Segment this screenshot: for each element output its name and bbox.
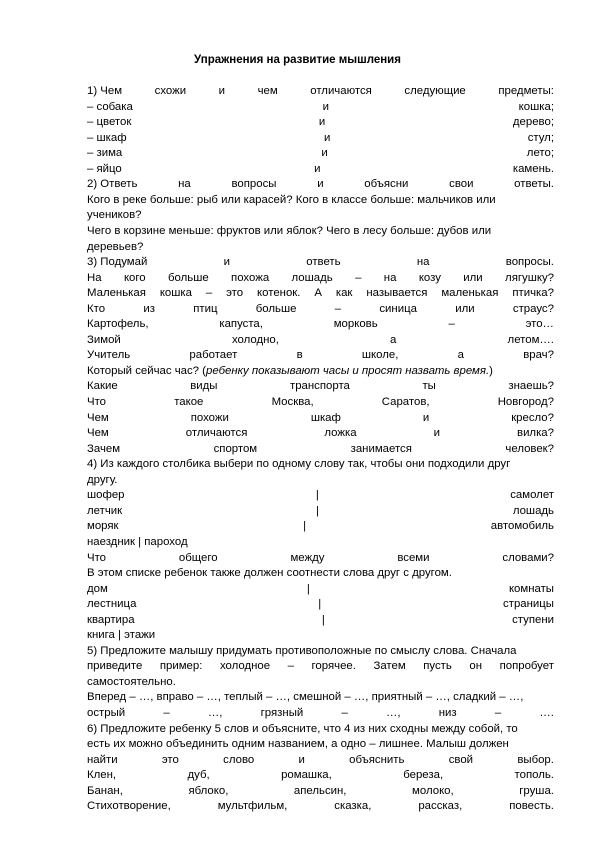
text-word: лягушку? — [505, 271, 554, 284]
text-word: Затем — [373, 660, 406, 673]
text-word: приведите — [87, 660, 143, 673]
text-word: | — [315, 489, 319, 502]
text-word: | — [318, 598, 322, 611]
text-word: шкаф — [310, 411, 341, 424]
text-word: Который сейчас час? ( — [87, 364, 206, 377]
text-line — [87, 722, 554, 736]
text-word: капуста, — [219, 318, 263, 331]
text-line — [87, 115, 554, 129]
text-line — [87, 457, 554, 471]
text-word: ребенку показывают часы и просят назвать время. — [205, 364, 490, 377]
text-word: наездник | пароход — [87, 535, 188, 548]
text-word: 4) Из каждого столбика выбери по одному слову так, чтобы они подходили друг — [87, 458, 511, 471]
text-word: – — [287, 660, 294, 673]
text-word: страус? — [512, 302, 554, 315]
text-word: Маленькая — [87, 287, 146, 300]
text-word: пример: — [159, 660, 203, 673]
text-line — [87, 488, 554, 502]
text-word: – — [355, 271, 362, 284]
text-word: Зимой — [87, 333, 121, 346]
text-word: маленькая — [441, 287, 499, 300]
text-line — [87, 582, 554, 596]
text-line — [87, 442, 554, 456]
text-word: 3) Подумай — [87, 256, 148, 269]
text-word: моряк — [87, 520, 119, 533]
text-word: – — [341, 707, 348, 719]
text-word: объяснить — [349, 753, 405, 766]
text-word: груша. — [519, 784, 554, 797]
text-word: Что — [87, 396, 107, 408]
text-word: врач? — [523, 349, 554, 362]
text-word: 2) Ответь — [87, 178, 138, 191]
text-word: лето; — [526, 147, 554, 160]
text-word: следующие — [404, 85, 466, 97]
text-word: – — [334, 302, 342, 315]
text-word: самолет — [510, 489, 554, 502]
text-word: острый — [87, 707, 126, 719]
text-line — [87, 768, 554, 782]
text-word: больше — [168, 271, 209, 284]
text-line — [87, 473, 554, 487]
text-word: отличаются — [185, 427, 248, 440]
text-word: вопросы. — [505, 256, 554, 269]
text-word: ромашка, — [281, 769, 332, 782]
text-word: ложка — [324, 427, 357, 440]
text-word: страницы — [503, 598, 554, 611]
text-word: спортом — [213, 442, 258, 455]
text-line — [87, 644, 554, 658]
text-word: пусть — [423, 660, 452, 673]
text-line — [87, 271, 554, 285]
text-word: лестница — [87, 598, 137, 611]
text-word: Новгород? — [497, 396, 554, 408]
text-word: работает — [189, 349, 238, 362]
text-word: лошадь — [291, 271, 333, 284]
text-word: кошка; — [518, 100, 554, 113]
text-line — [87, 302, 554, 316]
text-word: Какие — [87, 380, 118, 393]
text-word: 6) Предложите ребенку 5 слов и объясните, что 4 из них сходны между собой, то — [87, 722, 518, 735]
text-word: ) — [489, 364, 493, 377]
text-word: виды — [190, 380, 218, 393]
text-line — [87, 131, 554, 145]
text-word: 5) Предложите малышу придумать противоположные по смыслу слова. Сначала — [87, 644, 517, 657]
text-word: птичка? — [512, 287, 554, 300]
text-line — [87, 84, 554, 98]
text-word: летчик — [87, 504, 123, 517]
text-line — [87, 162, 554, 176]
text-word: дом — [87, 582, 108, 595]
text-word: и — [314, 162, 321, 175]
text-word: схожи — [154, 85, 187, 97]
text-word: книга | этажи — [87, 629, 156, 642]
text-word: свой — [448, 753, 474, 766]
text-word: он — [469, 660, 483, 673]
text-word: это — [226, 287, 244, 300]
text-word: такое — [174, 396, 204, 408]
text-line — [87, 426, 554, 440]
text-line — [87, 224, 554, 238]
text-line — [87, 737, 554, 751]
text-word: козу — [418, 271, 441, 284]
text-word: Зачем — [87, 442, 121, 455]
text-word: – шкаф — [87, 131, 127, 144]
text-word: холодно, — [231, 333, 279, 346]
text-word: кошка — [159, 287, 192, 300]
text-word: стул; — [527, 131, 554, 144]
text-line — [87, 286, 554, 300]
text-line — [87, 784, 554, 798]
text-word: – зима — [87, 147, 123, 160]
text-word: синица — [379, 302, 417, 315]
text-word: тополь. — [514, 769, 554, 782]
text-line — [87, 240, 554, 254]
text-word: на — [383, 271, 397, 284]
text-line — [87, 690, 554, 704]
text-word: Стихотворение, — [87, 800, 171, 813]
text-line — [87, 193, 554, 207]
text-word: это… — [525, 318, 554, 331]
text-word: молоко, — [412, 784, 454, 797]
text-line — [87, 706, 554, 720]
text-word: и — [223, 256, 230, 269]
text-word: деревьев? — [87, 240, 144, 253]
text-word: между — [290, 551, 325, 564]
text-word: и — [433, 427, 440, 440]
text-word: мультфильм, — [217, 800, 288, 813]
text-word: Саратов, — [381, 396, 430, 408]
text-word: горячее. — [311, 660, 356, 673]
text-word: шофер — [87, 489, 125, 502]
text-line — [87, 535, 554, 549]
text-word: или — [455, 302, 475, 315]
text-word: – — [494, 707, 502, 719]
text-word: свои — [449, 178, 474, 191]
text-line — [87, 519, 554, 533]
text-line — [87, 675, 554, 689]
text-word: повесть. — [509, 800, 554, 813]
text-word: | — [321, 613, 325, 626]
text-word: дерево; — [512, 116, 554, 129]
text-line — [87, 146, 554, 160]
text-line — [87, 208, 554, 222]
text-word: рассказ, — [418, 800, 463, 813]
text-word: На — [87, 271, 102, 284]
text-word: чем — [257, 85, 278, 97]
text-word: береза, — [403, 769, 444, 782]
text-word: человек? — [505, 442, 554, 455]
text-word: – — [205, 287, 213, 300]
text-word: называется — [366, 287, 428, 300]
text-word: учеников? — [87, 209, 142, 222]
text-word: ответь — [306, 256, 341, 269]
text-word: сказка, — [334, 800, 372, 813]
text-line — [87, 597, 554, 611]
text-word: котенок. — [257, 287, 301, 300]
text-word: транспорта — [290, 380, 350, 393]
text-line — [87, 348, 554, 362]
text-word: Чем — [87, 411, 109, 424]
text-word: другу. — [87, 473, 118, 486]
text-word: квартира — [87, 613, 135, 626]
text-word: Банан, — [87, 784, 123, 797]
text-word: А — [314, 287, 322, 300]
text-word: вилка? — [517, 427, 554, 440]
text-word: морковь — [333, 318, 378, 331]
text-word: ступени — [512, 613, 554, 626]
text-line — [87, 613, 554, 627]
text-word: – — [448, 318, 455, 331]
text-word: кого — [123, 271, 146, 284]
text-word: яблоко, — [188, 784, 229, 797]
text-word: ответы. — [514, 178, 554, 191]
text-word: из — [143, 302, 155, 315]
text-word: объясни — [364, 178, 409, 191]
text-word: на — [416, 256, 430, 269]
text-word: …, — [207, 707, 223, 719]
text-word: …. — [539, 707, 554, 719]
text-word: Что — [87, 551, 107, 564]
text-word: дуб, — [187, 769, 210, 782]
text-word: летом…. — [507, 333, 554, 346]
text-word: или — [463, 271, 483, 284]
text-word: и — [218, 85, 226, 97]
text-line — [87, 411, 554, 425]
text-word: похожа — [231, 271, 270, 284]
text-word: предметы: — [498, 85, 554, 97]
text-word: Клен, — [87, 769, 117, 782]
text-word: Кто — [87, 302, 106, 315]
text-word: это — [161, 753, 179, 766]
text-word: а — [390, 333, 397, 346]
text-line — [87, 628, 554, 642]
text-word: низ — [438, 707, 457, 719]
text-word: холодное — [219, 660, 271, 673]
text-word: школе, — [361, 349, 399, 362]
text-word: и — [323, 131, 331, 144]
text-word: всеми — [397, 551, 430, 564]
text-word: больше — [255, 302, 297, 315]
text-word: автомобиль — [490, 520, 554, 533]
text-word: как — [335, 287, 353, 300]
text-word: занимается — [350, 442, 412, 455]
text-word: В этом списке ребенок также должен соотнести слова друг с другом. — [87, 567, 452, 580]
text-word: комнаты — [508, 582, 554, 595]
text-word: словами? — [502, 551, 554, 564]
text-word: 1) Чем — [87, 85, 123, 97]
text-word: апельсин, — [293, 784, 347, 797]
text-word: | — [306, 582, 310, 595]
text-line — [87, 177, 554, 191]
text-word: вопросы — [231, 178, 277, 191]
text-line — [87, 504, 554, 518]
text-word: и — [321, 147, 328, 160]
text-word: общего — [178, 551, 218, 564]
text-word: – — [163, 707, 170, 719]
text-word: выбор. — [517, 753, 554, 766]
text-word: и — [317, 178, 324, 191]
text-word: в — [296, 349, 303, 362]
text-line — [87, 100, 554, 114]
text-word: и — [318, 116, 326, 129]
text-word: найти — [87, 753, 118, 766]
text-word: на — [178, 178, 191, 191]
text-word: грязный — [260, 707, 304, 719]
text-word: Учитель — [87, 349, 131, 362]
text-word: попробует — [499, 660, 554, 673]
page-title: Упражнения на развитие мышления — [194, 54, 401, 66]
text-word: – цветок — [87, 116, 132, 129]
text-word: и — [298, 753, 305, 766]
text-word: слово — [223, 753, 255, 766]
text-word: | — [303, 520, 307, 533]
text-word: ты — [422, 380, 436, 393]
text-word: и — [322, 100, 329, 113]
text-word: лошадь — [512, 504, 554, 517]
text-word: – яйцо — [87, 162, 122, 175]
text-word: а — [457, 349, 464, 362]
text-word: отличаются — [310, 85, 372, 97]
text-line — [87, 379, 554, 393]
text-line — [87, 659, 554, 673]
text-word: …, — [386, 707, 401, 719]
text-word: | — [315, 504, 319, 517]
text-word: птиц — [193, 302, 218, 315]
text-word: и — [422, 411, 430, 424]
text-line — [87, 317, 554, 331]
text-line — [87, 395, 554, 409]
text-word: похожи — [190, 411, 229, 424]
text-word: Чего в корзине меньше: фруктов или яблок? Чего в лесу больше: дубов или — [87, 224, 492, 237]
text-word: Кого в реке больше: рыб или карасей? Кого в классе больше: мальчиков или — [87, 193, 496, 206]
text-word: есть их можно объединить одним названием, а одно – лишнее. Малыш должен — [87, 738, 509, 751]
text-line — [87, 333, 554, 347]
text-line — [87, 799, 554, 813]
text-word: Вперед – …, вправо – …, теплый – …, смешной – …, приятный – …, сладкий – …, — [87, 691, 524, 704]
text-line — [87, 551, 554, 565]
text-word: знаешь? — [508, 380, 554, 393]
text-word: Чем — [87, 427, 109, 440]
text-word: камень. — [512, 162, 554, 175]
text-line — [87, 255, 554, 269]
text-line — [87, 753, 554, 767]
text-word: самостоятельно. — [87, 675, 176, 688]
text-word: Картофель, — [87, 318, 149, 331]
text-line — [87, 566, 554, 580]
text-line — [87, 364, 554, 378]
text-word: Москва, — [271, 396, 314, 408]
text-word: – собака — [87, 100, 133, 113]
text-word: кресло? — [511, 411, 554, 424]
